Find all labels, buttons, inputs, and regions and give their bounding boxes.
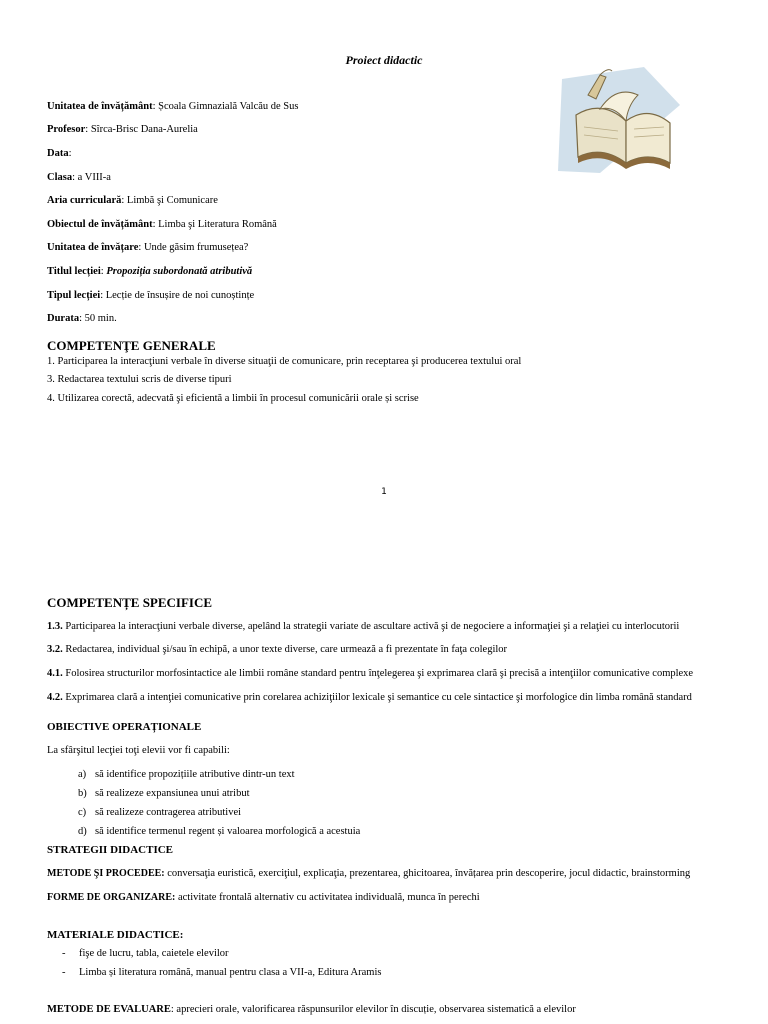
field-profesor: Profesor: Sîrca-Brisc Dana-Aurelia	[47, 124, 198, 135]
competenta-specifica-item: 3.2. Redactarea, individual şi/sau în echipă, a unor texte diverse, care urmează a fi prezentate în faţa colegilor	[47, 644, 508, 655]
competenta-specifica-item: 4.2. Exprimarea clară a intenţiei comunicative prin corelarea achiziţiilor lexicale şi semantice cu cele sintactice şi morfologice din limba română standard	[47, 692, 692, 703]
material-item: - Limba și literatura română, manual pentru clasa a VII-a, Editura Aramis	[62, 967, 382, 978]
competenta-specifica-item: 4.1. Folosirea structurilor morfosintactice ale limbii române standard pentru înţelegerea şi exprimarea clară şi precisă a intenţiilor comunicative complexe	[47, 668, 694, 679]
field-obiectul: Obiectul de învățământ: Limba şi Literatura Română	[47, 219, 277, 230]
obiectiv-item: d) să identifice termenul regent și valoarea morfologică a acestuia	[78, 826, 361, 837]
field-tipul-lectiei: Tipul lecției: Lecție de însușire de noi cunoștințe	[47, 290, 255, 301]
competenta-specifica-item: 1.3. Participarea la interacţiuni verbale diverse, apelând la strategii variate de ascultare activă şi de negociere a informaţiei şi a relaţiei cu interlocutorii	[47, 621, 680, 632]
competente-generale-heading: COMPETENŢE GENERALE	[47, 338, 216, 353]
metode-evaluare: METODE DE EVALUARE: aprecieri orale, valorificarea răspunsurilor elevilor în discuție, observarea sistematică a elevilor	[47, 1004, 576, 1015]
competenta-generala-item: 1. Participarea la interacţiuni verbale în diverse situaţii de comunicare, prin receptarea şi producerea textului oral	[47, 356, 522, 367]
forme-organizare: FORME DE ORGANIZARE: activitate frontală alternativ cu activitatea individuală, munca în perechi	[47, 892, 480, 903]
page-number: 1	[381, 487, 387, 497]
field-aria-curriculara: Aria curriculară: Limbă şi Comunicare	[47, 195, 218, 206]
obiectiv-item: c) să realizeze contragerea atributivei	[78, 807, 242, 818]
materiale-heading: MATERIALE DIDACTICE:	[47, 929, 184, 941]
obiectiv-item: a) să identifice propozițiile atributive dintr-un text	[78, 769, 295, 780]
field-titlul-lectiei: Titlul lecției: Propoziția subordonată atributivă	[47, 266, 253, 277]
obiectiv-item: b) să realizeze expansiunea unui atribut	[78, 788, 250, 799]
field-data: Data:	[47, 148, 72, 159]
document-title: Proiect didactic	[345, 53, 423, 67]
field-unitatea-invatare: Unitatea de învățare: Unde găsim frumusețea?	[47, 242, 249, 253]
obiective-heading: OBIECTIVE OPERAȚIONALE	[47, 721, 202, 733]
material-item: - fişe de lucru, tabla, caietele elevilor	[62, 948, 229, 959]
strategii-heading: STRATEGII DIDACTICE	[47, 844, 174, 856]
field-unitatea: Unitatea de învățământ: Școala Gimnazială Valcău de Sus	[47, 101, 299, 112]
competente-specifice-heading: COMPETENȚE SPECIFICE	[47, 595, 213, 610]
obiective-intro: La sfârşitul lecţiei toţi elevii vor fi capabili:	[47, 745, 230, 756]
field-durata: Durata: 50 min.	[47, 313, 117, 324]
competenta-generala-item: 3. Redactarea textului scris de diverse tipuri	[47, 374, 232, 385]
competenta-generala-item: 4. Utilizarea corectă, adecvată şi eficientă a limbii în procesul comunicării orale și scrise	[47, 393, 419, 404]
field-clasa: Clasa: a VIII-a	[47, 172, 111, 183]
open-book-clipart	[556, 65, 684, 177]
metode-procedee: METODE ŞI PROCEDEE: conversaţia euristică, exerciţiul, explicaţia, prezentarea, ghicitoarea, învățarea prin descoperire, jocul didactic, brainstorming	[47, 868, 691, 879]
